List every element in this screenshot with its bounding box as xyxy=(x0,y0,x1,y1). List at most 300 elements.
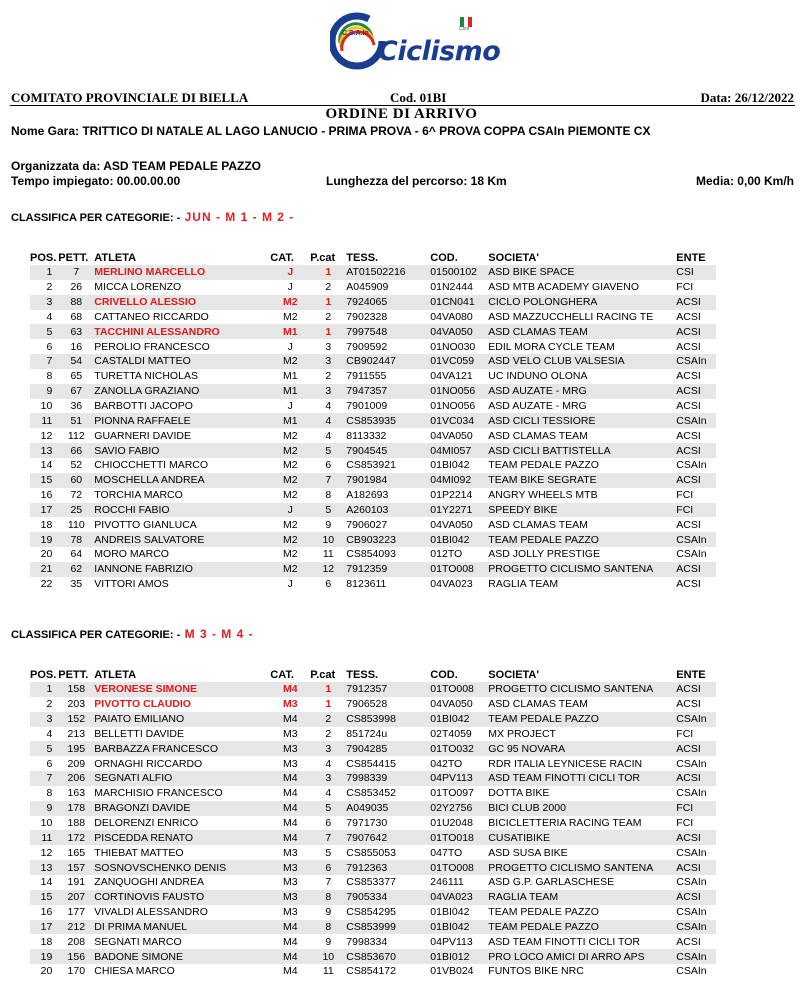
cell-tess: 7998334 xyxy=(346,935,388,948)
cell-cat: M4 xyxy=(270,712,310,727)
cell-pos: 5 xyxy=(30,324,58,339)
cell-pett: 172 xyxy=(58,830,94,845)
cell-atleta: PIVOTTO CLAUDIO xyxy=(94,698,191,711)
cell-cat: M2 xyxy=(270,295,310,310)
cell-cat: M1 xyxy=(283,370,298,383)
table-row xyxy=(30,547,772,562)
table-row xyxy=(30,577,772,592)
cell-cod: 01TO018 xyxy=(430,830,488,845)
cell-cod: 01U2048 xyxy=(430,817,473,830)
cell-tess: 7947357 xyxy=(346,384,430,399)
cell-pcat: 4 xyxy=(325,400,332,413)
cell-cod: 01BI042 xyxy=(430,906,470,919)
cell-cat: M4 xyxy=(283,935,298,948)
column-header-pos: POS. xyxy=(30,668,57,681)
cell-cat: J xyxy=(270,503,310,518)
cell-cod: 01VB024 xyxy=(430,965,474,978)
cell-cat: M4 xyxy=(270,920,310,935)
table-row xyxy=(30,443,772,458)
cell-societa: FUNTOS BIKE NRC xyxy=(488,965,584,978)
cell-pos: 12 xyxy=(40,846,53,859)
table-row xyxy=(30,830,772,845)
cell-pcat: 8 xyxy=(325,489,332,502)
committee-code: Cod. 01BI xyxy=(390,90,447,105)
table-row xyxy=(30,801,772,816)
cell-pett: 110 xyxy=(67,518,85,531)
cell-pcat: 3 xyxy=(310,354,346,369)
cell-cod: 01N2444 xyxy=(430,281,473,294)
cell-pcat: 4 xyxy=(310,413,346,428)
table-row xyxy=(30,532,772,547)
elapsed-time: Tempo impiegato: 00.00.00.00 xyxy=(11,174,181,188)
cell-cod: 01CN041 xyxy=(430,295,488,310)
cell-cat: M1 xyxy=(270,413,310,428)
cell-pos: 19 xyxy=(30,949,58,964)
results-table-2 xyxy=(30,667,772,979)
cell-pos: 9 xyxy=(30,384,58,399)
cell-pos: 3 xyxy=(30,712,58,727)
cell-pos: 22 xyxy=(40,578,53,591)
cell-societa: RDR ITALIA LEYNICESE RACIN xyxy=(488,757,643,770)
table-row xyxy=(30,339,772,354)
cell-pos: 9 xyxy=(30,801,58,816)
cell-cod: 01Y2271 xyxy=(430,503,488,518)
cell-cat: M1 xyxy=(270,324,310,339)
cell-pcat: 6 xyxy=(310,860,346,875)
cell-cat: M3 xyxy=(283,846,298,859)
cell-societa: TEAM PEDALE PAZZO xyxy=(488,532,676,547)
cell-pcat: 2 xyxy=(325,281,332,294)
cell-atleta: MARCHISIO FRANCESCO xyxy=(94,787,223,800)
cell-pos: 1 xyxy=(30,265,58,280)
table-row xyxy=(30,771,772,786)
cell-ente: FCI xyxy=(676,817,694,830)
cell-atleta: CORTINOVIS FAUSTO xyxy=(94,890,270,905)
cell-atleta: CHIOCCHETTI MARCO xyxy=(94,459,209,472)
cell-pos: 10 xyxy=(40,400,53,413)
cell-pos: 18 xyxy=(40,935,53,948)
cell-societa: TEAM PEDALE PAZZO xyxy=(488,459,599,472)
cell-pcat: 8 xyxy=(310,890,346,905)
table-row xyxy=(30,890,772,905)
cell-pcat: 6 xyxy=(325,817,332,830)
cell-societa: ASD MAZZUCCHELLI RACING TE xyxy=(488,310,654,323)
cell-cat: M2 xyxy=(270,354,310,369)
cell-pcat: 4 xyxy=(325,429,332,442)
column-header-ente: ENTE xyxy=(676,668,706,681)
cell-societa: TEAM PEDALE PAZZO xyxy=(488,712,676,727)
cell-atleta: PAIATO EMILIANO xyxy=(94,712,270,727)
cell-pett: 78 xyxy=(58,532,94,547)
category-list: M 3 - M 4 - xyxy=(180,627,254,641)
cell-societa: ASD TEAM FINOTTI CICLI TOR xyxy=(488,771,676,786)
category-heading-label: CLASSIFICA PER CATEGORIE: - xyxy=(11,629,181,641)
table-row xyxy=(30,934,772,949)
cell-tess: CS853452 xyxy=(346,787,396,800)
cell-cod: 01NO056 xyxy=(430,400,476,413)
cell-pos: 4 xyxy=(46,727,53,740)
column-header-cat: CAT. xyxy=(270,668,294,681)
cell-tess: 7904545 xyxy=(346,443,430,458)
cell-cat: J xyxy=(287,340,293,353)
cell-atleta: VIVALDI ALESSANDRO xyxy=(94,906,208,919)
cell-pett: 25 xyxy=(58,503,94,518)
cell-cod: 01BI042 xyxy=(430,712,488,727)
cell-societa: ASD AUZATE - MRG xyxy=(488,400,587,413)
cell-tess: AT01502216 xyxy=(346,265,430,280)
cell-pcat: 1 xyxy=(310,324,346,339)
cell-ente: CSAIn xyxy=(676,949,716,964)
cell-pos: 11 xyxy=(30,413,58,428)
cell-tess: CS854295 xyxy=(346,906,396,919)
column-header-cod: COD. xyxy=(430,251,458,264)
cell-ente: ACSI xyxy=(676,741,716,756)
cell-pcat: 12 xyxy=(310,562,346,577)
cell-cat: M3 xyxy=(283,727,298,740)
cell-pcat: 1 xyxy=(310,682,346,697)
cell-ente: ACSI xyxy=(676,473,716,488)
cell-cat: M2 xyxy=(283,459,298,472)
column-header-tess: TESS. xyxy=(346,251,379,264)
cell-pcat: 9 xyxy=(325,906,332,919)
cell-tess: CS854172 xyxy=(346,965,396,978)
cell-ente: ACSI xyxy=(676,860,716,875)
cell-societa: ASD CLAMAS TEAM xyxy=(488,324,676,339)
cell-atleta: DI PRIMA MANUEL xyxy=(94,920,270,935)
table-row xyxy=(30,324,772,339)
column-header-atleta: ATLETA xyxy=(94,668,137,681)
cell-atleta: ANDREIS SALVATORE xyxy=(94,532,270,547)
column-header-atleta: ATLETA xyxy=(94,251,137,264)
cell-ente: ACSI xyxy=(676,340,701,353)
table-row xyxy=(30,920,772,935)
cell-cat: M2 xyxy=(270,562,310,577)
cell-pett: 26 xyxy=(70,281,83,294)
cell-tess: CS853377 xyxy=(346,876,396,889)
cell-societa: RAGLIA TEAM xyxy=(488,578,559,591)
cell-pos: 5 xyxy=(30,741,58,756)
cell-pett: 207 xyxy=(58,890,94,905)
cell-cod: 01NO030 xyxy=(430,340,476,353)
cell-pcat: 7 xyxy=(325,876,332,889)
cell-pett: 191 xyxy=(67,876,86,889)
cell-pett: 62 xyxy=(58,562,94,577)
cell-ente: ACSI xyxy=(676,682,716,697)
cell-cod: 01TO097 xyxy=(430,787,474,800)
cell-pos: 8 xyxy=(46,370,53,383)
cell-cat: M4 xyxy=(283,965,298,978)
cell-ente: CSAIn xyxy=(676,906,707,919)
cell-atleta: SEGNATI ALFIO xyxy=(94,771,270,786)
cell-pcat: 4 xyxy=(325,757,332,770)
cell-ente: ACSI xyxy=(676,771,716,786)
cell-pett: 163 xyxy=(67,787,86,800)
cell-ente: ACSI xyxy=(676,310,701,323)
cell-cod: 04VA050 xyxy=(430,698,473,711)
course-length: Lunghezza del percorso: 18 Km xyxy=(326,174,507,188)
cell-pcat: 7 xyxy=(310,830,346,845)
cell-cat: M3 xyxy=(270,860,310,875)
cell-societa: ASD AUZATE - MRG xyxy=(488,384,676,399)
cell-pos: 16 xyxy=(40,906,53,919)
cell-pos: 6 xyxy=(46,340,53,353)
cell-societa: EDIL MORA CYCLE TEAM xyxy=(488,340,615,353)
cell-pos: 4 xyxy=(46,310,53,323)
cell-tess: 7906027 xyxy=(346,518,388,531)
cell-atleta: BADONE SIMONE xyxy=(94,949,270,964)
cell-atleta: IANNONE FABRIZIO xyxy=(94,562,270,577)
cell-pett: 157 xyxy=(58,860,94,875)
cell-pos: 15 xyxy=(30,473,58,488)
cell-pcat: 5 xyxy=(325,846,332,859)
cell-pcat: 11 xyxy=(322,548,334,561)
table-row xyxy=(30,399,772,414)
cell-societa: SPEEDY BIKE xyxy=(488,503,676,518)
cell-pos: 20 xyxy=(40,965,53,978)
cell-pett: 170 xyxy=(67,965,86,978)
cell-cod: 04VA121 xyxy=(430,370,473,383)
cell-pett: 213 xyxy=(67,727,86,740)
cell-societa: TEAM BIKE SEGRATE xyxy=(488,473,676,488)
cell-societa: ASD BIKE SPACE xyxy=(488,265,676,280)
cell-pett: 51 xyxy=(58,413,94,428)
cell-tess: 7905334 xyxy=(346,890,430,905)
cell-pett: 178 xyxy=(58,801,94,816)
cell-pcat: 3 xyxy=(325,340,332,353)
cell-cat: M3 xyxy=(283,757,298,770)
cell-tess: CB903223 xyxy=(346,532,430,547)
cell-cat: M2 xyxy=(270,532,310,547)
cell-cod: 01P2214 xyxy=(430,489,473,502)
cell-cat: J xyxy=(287,400,293,413)
cell-pos: 13 xyxy=(30,443,58,458)
cell-cod: 01500102 xyxy=(430,265,488,280)
cell-cod: 01TO008 xyxy=(430,682,488,697)
cell-pett: 156 xyxy=(58,949,94,964)
cell-pcat: 7 xyxy=(310,473,346,488)
cell-cat: J xyxy=(287,281,293,294)
cell-cat: M3 xyxy=(270,890,310,905)
csain-ciclismo-logo xyxy=(330,12,501,74)
table-row xyxy=(30,697,772,712)
cell-societa: BICICLETTERIA RACING TEAM xyxy=(488,817,642,830)
cell-pett: 54 xyxy=(58,354,94,369)
cell-pcat: 2 xyxy=(325,310,332,323)
cell-pos: 17 xyxy=(30,503,58,518)
cell-cat: M2 xyxy=(283,310,298,323)
table-row xyxy=(30,295,772,310)
cell-tess: CS855053 xyxy=(346,846,396,859)
cell-pett: 52 xyxy=(70,459,83,472)
cell-societa: GC 95 NOVARA xyxy=(488,741,676,756)
column-header-societa: SOCIETA' xyxy=(488,251,539,264)
cell-cod: 047TO xyxy=(430,846,463,859)
cell-tess: 7924065 xyxy=(346,295,430,310)
column-header-pett: PETT. xyxy=(58,251,89,264)
cell-societa: BICI CLUB 2000 xyxy=(488,801,676,816)
cell-cod: 04MI092 xyxy=(430,473,488,488)
cell-atleta: BELLETTI DAVIDE xyxy=(94,727,184,740)
cell-societa: ASD MTB ACADEMY GIAVENO xyxy=(488,281,640,294)
cell-tess: 7911555 xyxy=(346,370,387,383)
cell-cat: M3 xyxy=(283,876,298,889)
cell-cat: M4 xyxy=(270,801,310,816)
cell-pett: 208 xyxy=(67,935,86,948)
cell-atleta: PEROLIO FRANCESCO xyxy=(94,340,210,353)
cell-tess: A260103 xyxy=(346,503,430,518)
cell-cat: M4 xyxy=(270,830,310,845)
cell-cod: 01BI042 xyxy=(430,459,470,472)
cell-pett: 177 xyxy=(67,906,86,919)
cell-tess: A049035 xyxy=(346,801,430,816)
cell-atleta: ORNAGHI RICCARDO xyxy=(94,757,203,770)
cell-pos: 13 xyxy=(30,860,58,875)
cell-ente: CSAIn xyxy=(676,965,707,978)
cell-pcat: 1 xyxy=(310,295,346,310)
cell-cod: 04VA050 xyxy=(430,324,488,339)
cell-pos: 12 xyxy=(40,429,53,442)
cell-tess: CS853935 xyxy=(346,413,430,428)
cell-societa: ASD CICLI TESSIORE xyxy=(488,413,676,428)
cell-pcat: 9 xyxy=(325,935,332,948)
cell-cod: 04VA050 xyxy=(430,518,473,531)
cell-societa: TEAM PEDALE PAZZO xyxy=(488,920,676,935)
cell-cod: 01BI042 xyxy=(430,920,488,935)
cell-ente: ACSI xyxy=(676,429,701,442)
cell-ente: ACSI xyxy=(676,890,716,905)
cell-pos: 14 xyxy=(40,459,53,472)
race-name: Nome Gara: TRITTICO DI NATALE AL LAGO LANUCIO - PRIMA PROVA - 6^ PROVA COPPA CSAIn PIEMONTE CX xyxy=(11,124,651,138)
cell-tess: 7909592 xyxy=(346,340,388,353)
table-row xyxy=(30,875,772,890)
cell-pcat: 1 xyxy=(310,265,346,280)
cell-atleta: CRIVELLO ALESSIO xyxy=(94,295,270,310)
cell-pett: 188 xyxy=(67,817,86,830)
cell-pos: 1 xyxy=(30,682,58,697)
cell-cat: M2 xyxy=(283,548,298,561)
cell-ente: CSAIn xyxy=(676,354,716,369)
column-header-ente: ENTE xyxy=(676,251,706,264)
table-row xyxy=(30,741,772,756)
cell-cat: M4 xyxy=(270,771,310,786)
cell-societa: RAGLIA TEAM xyxy=(488,890,676,905)
cell-pett: 158 xyxy=(58,682,94,697)
table-row xyxy=(30,756,772,771)
cell-pett: 209 xyxy=(67,757,86,770)
table-row xyxy=(30,354,772,369)
coni-label: Coni xyxy=(459,26,470,32)
cell-pett: 67 xyxy=(58,384,94,399)
cell-pos: 15 xyxy=(30,890,58,905)
cell-tess: 7902328 xyxy=(346,310,388,323)
cell-tess: 7906528 xyxy=(346,698,388,711)
cell-tess: 7971730 xyxy=(346,817,388,830)
cell-cod: 04VA023 xyxy=(430,578,473,591)
cell-atleta: CHIESA MARCO xyxy=(94,965,175,978)
cell-tess: 7904285 xyxy=(346,741,430,756)
organizer: Organizzata da: ASD TEAM PEDALE PAZZO xyxy=(11,159,262,173)
cell-pos: 3 xyxy=(30,295,58,310)
cell-tess: A182693 xyxy=(346,489,389,502)
cell-pcat: 6 xyxy=(325,578,332,591)
table-row xyxy=(30,488,772,503)
table-row xyxy=(30,503,772,518)
cell-tess: CB902447 xyxy=(346,354,430,369)
column-header-cat: CAT. xyxy=(270,251,294,264)
category-heading-1 xyxy=(11,210,294,224)
results-table-1 xyxy=(30,250,772,592)
cell-pett: 152 xyxy=(58,712,94,727)
cell-ente: FCI xyxy=(676,489,694,502)
cell-ente: ACSI xyxy=(676,384,716,399)
cell-cod: 02Y2756 xyxy=(430,801,488,816)
category-heading-2 xyxy=(11,627,254,641)
cell-societa: ASD VELO CLUB VALSESIA xyxy=(488,354,676,369)
cell-atleta: CASTALDI MATTEO xyxy=(94,354,270,369)
table-row xyxy=(30,816,772,831)
column-header-societa: SOCIETA' xyxy=(488,668,539,681)
cell-pos: 17 xyxy=(30,920,58,935)
cell-societa: CICLO POLONGHERA xyxy=(488,295,676,310)
cell-cat: M2 xyxy=(283,489,298,502)
cell-societa: ASD CLAMAS TEAM xyxy=(488,518,588,531)
cell-atleta: SEGNATI MARCO xyxy=(94,935,182,948)
italian-flag-icon xyxy=(460,14,472,24)
cell-ente: CSI xyxy=(676,265,716,280)
cell-cod: 04VA023 xyxy=(430,890,488,905)
cell-tess: 7901009 xyxy=(346,400,388,413)
cell-pos: 10 xyxy=(40,817,53,830)
cell-cat: M4 xyxy=(283,787,298,800)
cell-atleta: BARBOTTI JACOPO xyxy=(94,400,193,413)
cell-pos: 7 xyxy=(30,771,58,786)
cell-societa: TEAM PEDALE PAZZO xyxy=(488,906,599,919)
table-row xyxy=(30,280,772,295)
cell-cat: M2 xyxy=(283,518,298,531)
cell-atleta: SAVIO FABIO xyxy=(94,443,270,458)
cell-cod: 01VC059 xyxy=(430,354,488,369)
table-row xyxy=(30,458,772,473)
cell-pcat: 2 xyxy=(310,712,346,727)
cell-ente: CSAIn xyxy=(676,757,707,770)
cell-pos: 8 xyxy=(46,787,53,800)
cell-pett: 65 xyxy=(70,370,83,383)
page-title: ORDINE DI ARRIVO xyxy=(325,106,478,122)
table-row xyxy=(30,949,772,964)
cell-atleta: MERLINO MARCELLO xyxy=(94,265,270,280)
table-header-row xyxy=(30,250,772,265)
category-heading-label: CLASSIFICA PER CATEGORIE: - xyxy=(11,212,181,224)
cell-societa: ASD TEAM FINOTTI CICLI TOR xyxy=(488,935,640,948)
cell-ente: CSAIn xyxy=(676,548,707,561)
cell-cat: J xyxy=(287,578,293,591)
cell-tess: CS854093 xyxy=(346,548,396,561)
cell-tess: 7997548 xyxy=(346,324,430,339)
cell-cod: 01BI012 xyxy=(430,949,488,964)
cell-ente: ACSI xyxy=(676,518,701,531)
cell-societa: MX PROJECT xyxy=(488,727,556,740)
cell-pcat: 9 xyxy=(325,518,332,531)
cell-cod: 01VC034 xyxy=(430,413,488,428)
cell-atleta: VERONESE SIMONE xyxy=(94,682,270,697)
table-row xyxy=(30,860,772,875)
cell-atleta: TACCHINI ALESSANDRO xyxy=(94,324,270,339)
cell-pos: 18 xyxy=(40,518,53,531)
cell-tess: 7901984 xyxy=(346,473,430,488)
cell-pett: 195 xyxy=(58,741,94,756)
cell-ente: CSAIn xyxy=(676,413,716,428)
cell-pos: 7 xyxy=(30,354,58,369)
